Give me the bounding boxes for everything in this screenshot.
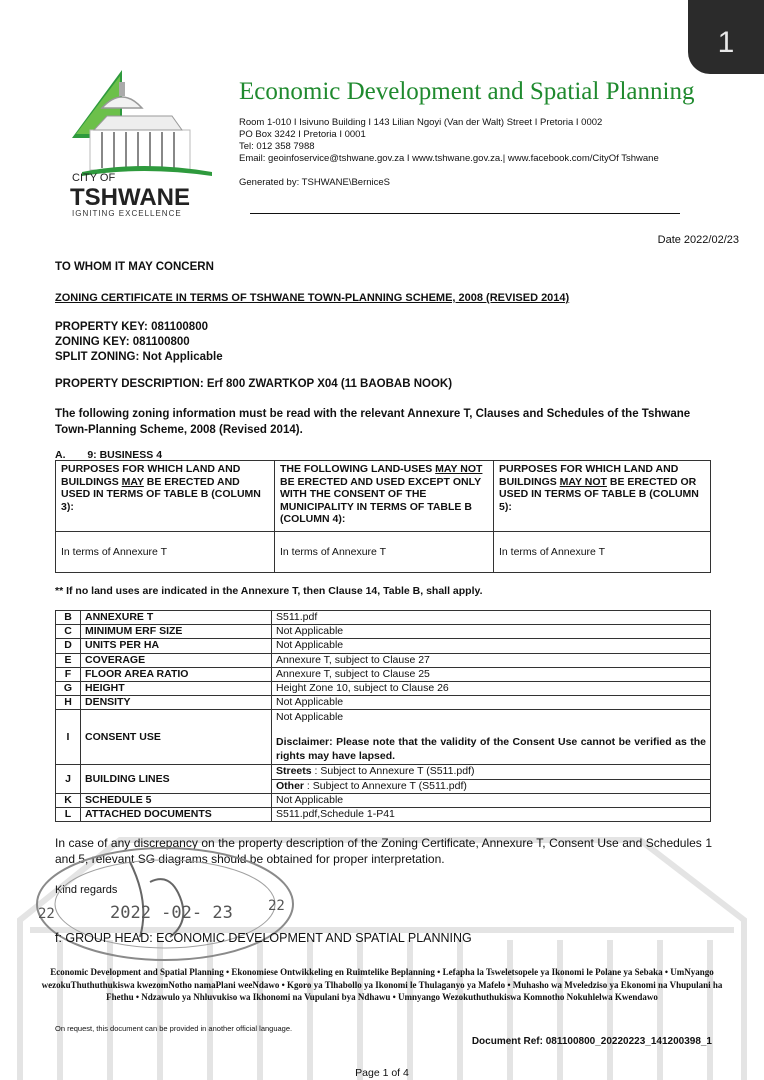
- land-use-purposes-table: [55, 460, 711, 573]
- table-row: D UNITS PER HA Not Applicable: [56, 639, 711, 653]
- logo-tagline: IGNITING EXCELLENCE: [72, 209, 182, 218]
- page-number-badge: 1: [688, 0, 764, 74]
- property-keys: [55, 320, 223, 365]
- stamp-date: 2022 -02- 23: [110, 903, 233, 923]
- certificate-title: ZONING CERTIFICATE IN TERMS OF TSHWANE TOWN-PLANNING SCHEME, 2008 (REVISED 2014): [55, 292, 570, 304]
- table-row: L ATTACHED DOCUMENTS S511.pdf,Schedule 1-P41: [56, 807, 711, 821]
- table-row: B ANNEXURE T S511.pdf: [56, 611, 711, 625]
- purposes-value-1: In terms of Annexure T: [56, 532, 275, 573]
- purposes-value-3: In terms of Annexure T: [494, 532, 711, 573]
- consent-use-value: Not Applicable: [276, 711, 344, 724]
- split-zoning: SPLIT ZONING: Not Applicable: [55, 351, 223, 363]
- city-of-tshwane-logo: [62, 68, 222, 218]
- table-row: I CONSENT USE Not Applicable Disclaimer: Please note that the validity of the Consent Use cannot be verified as the rights may have lapsed.: [56, 710, 711, 765]
- purposes-value-2: In terms of Annexure T: [275, 532, 494, 573]
- table-row: Other : Subject to Annexure T (S511.pdf): [56, 779, 711, 793]
- section-a-label: 9: BUSINESS 4: [87, 449, 163, 461]
- table-row: G HEIGHT Height Zone 10, subject to Clause 26: [56, 681, 711, 695]
- page-number: Page 1 of 4: [355, 1067, 409, 1079]
- language-note: On request, this document can be provided in another official language.: [55, 1024, 293, 1033]
- generated-by: Generated by: TSHWANE\BerniceS: [239, 177, 391, 188]
- table-row: F FLOOR AREA RATIO Annexure T, subject to Clause 25: [56, 667, 711, 681]
- zoning-info-table: [55, 610, 711, 822]
- table-row: E COVERAGE Annexure T, subject to Clause 27: [56, 653, 711, 667]
- zoning-key: ZONING KEY: 081100800: [55, 336, 190, 348]
- logo-tshwane: TSHWANE: [70, 184, 190, 211]
- document-date: Date 2022/02/23: [657, 234, 739, 246]
- salutation: TO WHOM IT MAY CONCERN: [55, 261, 214, 273]
- kind-regards: Kind regards: [55, 884, 118, 896]
- document-ref: Document Ref: 081100800_20220223_141200398_1: [471, 1036, 712, 1047]
- table-row: J BUILDING LINES Streets : Subject to Annexure T (S511.pdf): [56, 765, 711, 779]
- table-row: K SCHEDULE 5 Not Applicable: [56, 793, 711, 807]
- table-row: C MINIMUM ERF SIZE Not Applicable: [56, 625, 711, 639]
- address-line-1: Room 1-010 I Isivuno Building I 143 Lilian Ngoyi (Van der Walt) Street I Pretoria I 0002: [239, 117, 603, 128]
- purposes-col-may: PURPOSES FOR WHICH LAND AND BUILDINGS MAY BE ERECTED AND USED IN TERMS OF TABLE B (COLUMN 3):: [56, 461, 275, 532]
- discrepancy-text: In case of any discrepancy on the property description of the Zoning Certificate, Annexure T, Consent Use and Schedules 1 and 5, relevant SG diagrams should be obtained for proper interpretation.: [55, 836, 712, 866]
- footer-languages: Economic Development and Spatial Planning • Ekonomiese Ontwikkeling en Ruimtelike Beplanning • Lefapha la Tsweletsopele ya Ikonomi le Polane ya Sebaka • UmNyango wezokuThuthuthukiswa kwezomNotho namaPlani weeNdawo • Kgoro ya Tlhabollo ya Ikonomi le Thulaganyo ya Mafelo • Muhasho wa Mveledziso ya Ekonomi na Vhupulani ha Fhethu • Ndzawulo ya Nhluvukiso wa Ikhonomi na Vupulani bya Ndhawu • Umnyango Wezokuthuthukiswa Komnotho Nokuhlelwa Kwendawo: [41, 967, 723, 1002]
- table-row: H DENSITY Not Applicable: [56, 696, 711, 710]
- purposes-col-may-not: PURPOSES FOR WHICH LAND AND BUILDINGS MAY NOT BE ERECTED OR USED IN TERMS OF TABLE B (COLUMN 5):: [494, 461, 711, 532]
- property-key: PROPERTY KEY: 081100800: [55, 321, 208, 333]
- land-use-note: ** If no land uses are indicated in the Annexure T, then Clause 14, Table B, shall apply.: [55, 585, 483, 597]
- address-line-3: Tel: 012 358 7988: [239, 141, 315, 152]
- stamp-left-number: 22: [38, 906, 55, 922]
- section-a-letter: A.: [55, 449, 66, 461]
- header-divider: [250, 213, 680, 214]
- org-title: Economic Development and Spatial Planning: [239, 78, 695, 105]
- stamp-right-number: 22: [268, 898, 285, 914]
- intro-text: The following zoning information must be read with the relevant Annexure T, Clauses and Schedules of the Tshwane Town-Planning Scheme, 2008 (Revised 2014).: [55, 408, 691, 436]
- logo-city-of: CITY OF: [72, 172, 116, 184]
- municipal-stamp-icon: [30, 842, 300, 967]
- consent-use-disclaimer: Disclaimer: Please note that the validity of the Consent Use cannot be verified as the rights may have lapsed.: [276, 736, 706, 763]
- address-line-2: PO Box 3242 I Pretoria I 0001: [239, 129, 366, 140]
- signatory: f: GROUP HEAD: ECONOMIC DEVELOPMENT AND SPATIAL PLANNING: [55, 931, 472, 945]
- property-description: PROPERTY DESCRIPTION: Erf 800 ZWARTKOP X04 (11 BAOBAB NOOK): [55, 378, 453, 390]
- purposes-col-consent: THE FOLLOWING LAND-USES MAY NOT BE ERECTED AND USED EXCEPT ONLY WITH THE CONSENT OF THE MUNICIPALITY IN TERMS OF TABLE B (COLUMN 4):: [275, 461, 494, 532]
- address-line-4: Email: geoinfoservice@tshwane.gov.za I www.tshwane.gov.za.| www.facebook.com/CityOf Tshwane: [239, 153, 659, 164]
